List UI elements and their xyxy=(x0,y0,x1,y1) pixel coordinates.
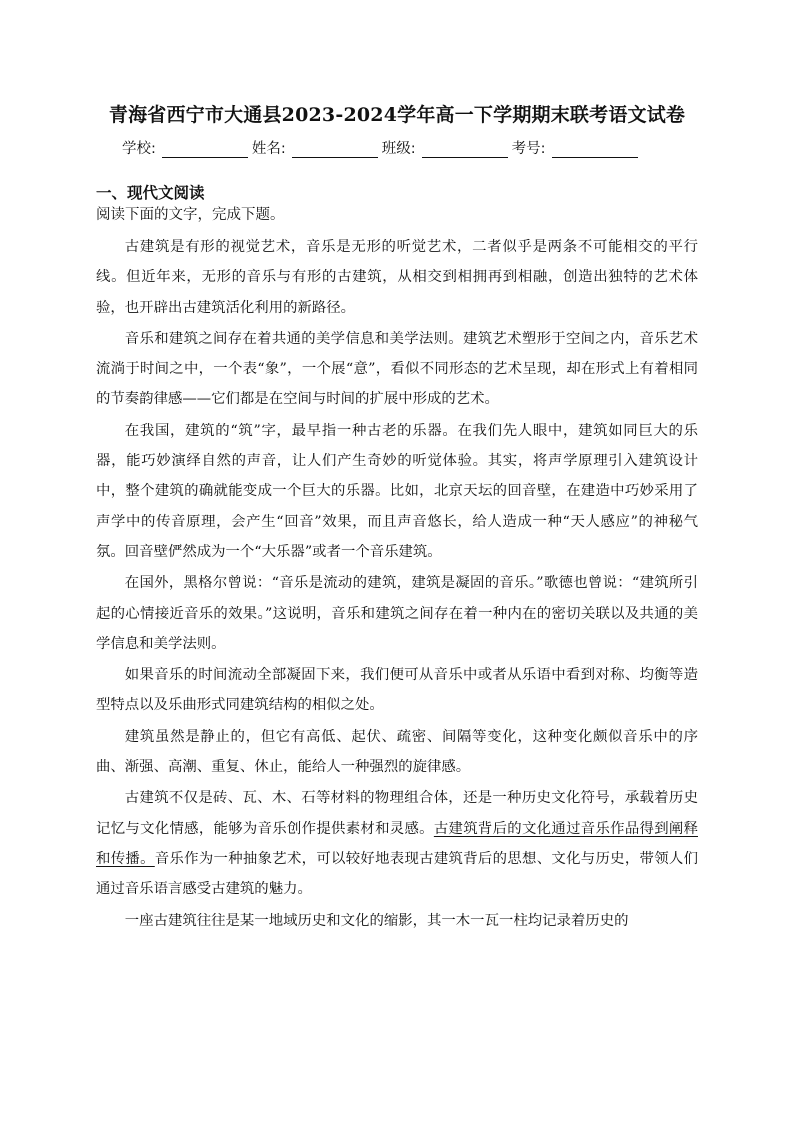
class-blank xyxy=(422,141,508,158)
reading-passage xyxy=(96,232,698,937)
passage-paragraph-8: 一座古建筑往往是某一地域历史和文化的缩影，其一木一瓦一柱均记录着历史的 xyxy=(124,912,629,929)
paragraph-7-text: 古建筑不仅是砖、瓦、木、石等材料的物理组合体，还是一种历史文化符号，承载着历史记忆与文化情感，能够为音乐创作提供素材和灵感。 xyxy=(96,790,698,837)
name-label: 姓名: xyxy=(251,141,286,157)
name-blank xyxy=(292,141,378,158)
paragraph-7-tail: 音乐作为一种抽象艺术，可以较好地表现古建筑背后的思想、文化与历史，带领人们通过音乐语言感受古建筑的魅力。 xyxy=(96,850,698,898)
school-blank xyxy=(162,141,248,158)
exam-title: 青海省西宁市大通县2023-2024学年高一下学期期末联考语文试卷 xyxy=(108,104,686,126)
section-heading: 一、现代文阅读 xyxy=(96,184,205,202)
passage-paragraph-4: 在国外，黑格尔曾说：“音乐是流动的建筑，建筑是凝固的音乐。”歌德也曾说：“建筑所引起的心情接近音乐的效果。”这说明，音乐和建筑之间存在着一种内在的密切关联以及共通的美学信息和美学法则。 xyxy=(96,575,698,652)
passage-paragraph-7 xyxy=(96,783,698,904)
school-label: 学校: xyxy=(122,141,156,157)
passage-paragraph-1: 古建筑是有形的视觉艺术，音乐是无形的听觉艺术，二者似乎是两条不可能相交的平行线。但近年来，无形的音乐与有形的古建筑，从相交到相拥再到相融，创造出独特的艺术体验，也开辟出古建筑活化利用的新路径。 xyxy=(96,239,698,316)
underlined-sentence: 古建筑背后的文化通过音乐作品得到阐释和传播。 xyxy=(96,820,698,867)
passage-paragraph-5: 如果音乐的时间流动全部凝固下来，我们便可从音乐中或者从乐语中看到对称、均衡等造型特点以及乐曲形式同建筑结构的相似之处。 xyxy=(96,667,698,714)
exam-number-label: 考号: xyxy=(511,141,546,157)
reading-instruction: 阅读下面的文字，完成下题。 xyxy=(96,207,285,223)
exam-number-blank xyxy=(552,141,638,158)
class-label: 班级: xyxy=(381,141,416,157)
passage-paragraph-3: 在我国，建筑的“筑”字，最早指一种古老的乐器。在我们先人眼中，建筑如同巨大的乐器，能巧妙演绎自然的声音，让人们产生奇妙的听觉体验。其实，将声学原理引入建筑设计中，整个建筑的确就能变成一个巨大的乐器。比如，北京天坛的回音壁，在建造中巧妙采用了声学中的传音原理，会产生“回音”效果，而且声音悠长，给人造成一种“天人感应”的神秘气氛。回音壁俨然成为一个“大乐器”或者一个音乐建筑。 xyxy=(96,422,698,560)
passage-paragraph-2: 音乐和建筑之间存在着共通的美学信息和美学法则。建筑艺术塑形于空间之内，音乐艺术流淌于时间之中，一个表“象”，一个展“意”，看似不同形态的艺术呈现，却在形式上有着相同的节奏韵律感——它们都是在空间与时间的扩展中形成的艺术。 xyxy=(96,330,698,408)
student-info-row xyxy=(122,136,642,158)
passage-paragraph-6: 建筑虽然是静止的，但它有高低、起伏、疏密、间隔等变化，这种变化颇似音乐中的序曲、渐强、高潮、重复、休止，能给人一种强烈的旋律感。 xyxy=(96,728,698,776)
